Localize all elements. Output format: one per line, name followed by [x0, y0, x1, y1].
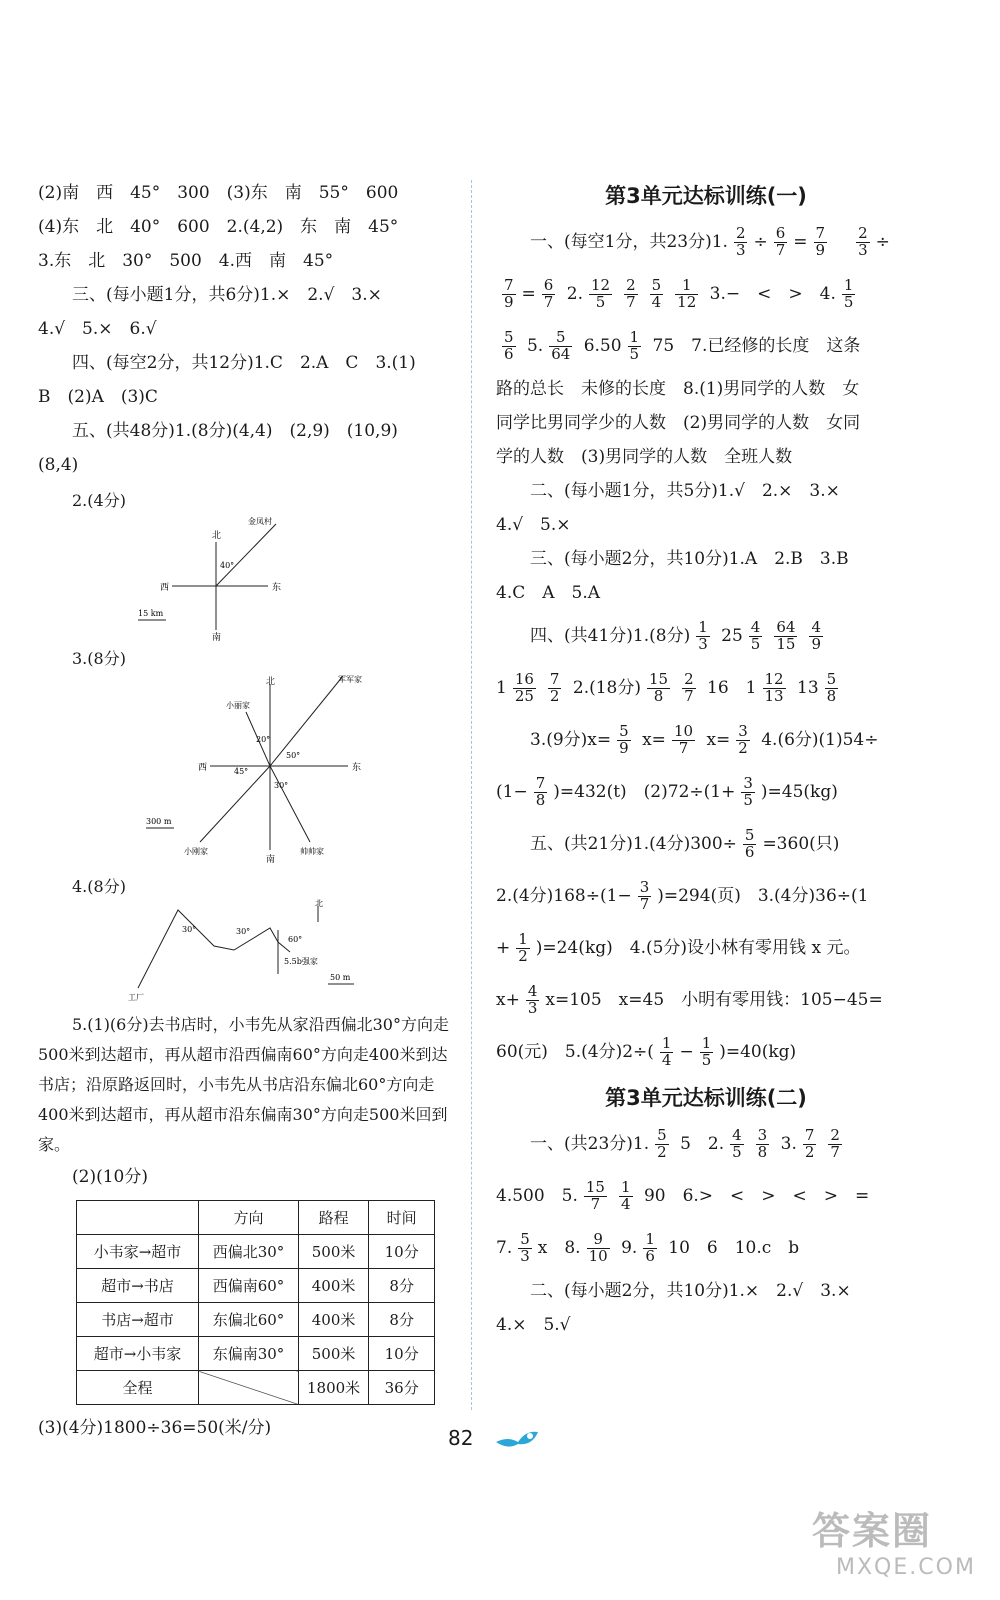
table-header: 时间 [369, 1201, 435, 1235]
answer-line: 四、(共41分)1.(8分) $\frac{1}{3}$ 25 $\frac{4}{5}$ $\frac{64}{15}$ $\frac{4}{9}$ [530, 618, 821, 653]
label-angle: 30° [274, 781, 289, 790]
label-home-b: 军军家 [338, 675, 362, 684]
label-home-c: 小刚家 [184, 847, 208, 856]
table-cell: 东偏北60° [199, 1303, 299, 1337]
answer-line: + $\frac{1}{2}$ )=24(kg) 4.(5分)设小林有零用钱 x 元。 [496, 930, 861, 965]
answer-line: 4.C A 5.A [496, 583, 601, 603]
answer-line: 二、(每小题2分，共10分)1.× 2.√ 3.× [530, 1281, 851, 1301]
scale-label: 300 m [146, 817, 172, 826]
table-cell: 全程 [77, 1371, 199, 1405]
label-angle: 30° [182, 925, 197, 934]
label-east: 东 [272, 583, 282, 593]
answer-line: 7. $\frac{5}{3}$ x 8. $\frac{9}{10}$ 9. $\frac{1}{6}$ 10 6 10.c b [496, 1230, 800, 1265]
page-number: 82 [448, 1426, 474, 1450]
figure-4 [38, 872, 458, 1002]
answer-paragraph: 5.(1)(6分)去书店时，小韦先从家沿西偏北30°方向走500米到达超市，再从超市沿西偏南60°方向走400米到达书店；沿原路返回时，小韦先从书店沿东偏北60°方向走400米到达超市，再从超市沿东偏南30°方向走500米回到家。 [38, 1015, 449, 1154]
table-cell: 36分 [369, 1371, 435, 1405]
answer-line: 一、(每空1分，共23分)1. $\frac{2}{3}$ ÷ $\frac{6}{7}$ = $\frac{7}{9}$ $\frac{2}{3}$ ÷ [530, 224, 890, 259]
watermark: 答案圈 MXQE.COM [812, 1509, 976, 1580]
answer-line: B (2)A (3)C [38, 387, 158, 407]
table-cell: 东偏南30° [199, 1337, 299, 1371]
table-cell: 10分 [369, 1235, 435, 1269]
table-row [77, 1303, 435, 1337]
figure-3 [38, 644, 458, 864]
figure-label: 2.(4分) [72, 491, 126, 510]
answer-line: 60(元) 5.(4分)2÷( $\frac{1}{4}$ − $\frac{1}{5}$ )=40(kg) [496, 1034, 797, 1069]
answer-line: 三、(每小题2分，共10分)1.A 2.B 3.B [530, 549, 849, 569]
answer-line: (4)东 北 40° 600 2.(4,2) 东 南 45° [38, 217, 399, 237]
answer-line: 一、(共23分)1. $\frac{5}{2}$ 5 2. $\frac{4}{5}$ $\frac{3}{8}$ 3. $\frac{7}{2}$ $\frac{2}{7}$ [530, 1126, 840, 1161]
route-table [76, 1200, 435, 1405]
answer-line: (8,4) [38, 455, 79, 475]
answer-line: 2.(4分)168÷(1− $\frac{3}{7}$ )=294(页) 3.(4分)36÷(1 [496, 878, 869, 913]
answer-line: 4.√ 5.× 6.√ [38, 319, 157, 339]
table-cell: 西偏北30° [199, 1235, 299, 1269]
answer-line: 三、(每小题1分，共6分)1.× 2.√ 3.× [72, 285, 382, 305]
section-heading: 第3单元达标训练(一) [605, 184, 807, 208]
answer-line: 3.(9分)x= $\frac{5}{9}$ x= $\frac{10}{7}$ x= $\frac{3}{2}$ 4.(6分)(1)54÷ [530, 722, 879, 757]
answer-line: $\frac{5}{6}$ 5. $\frac{5}{64}$ 6.50 $\frac{1}{5}$ 75 7.已经修的长度 这条 [504, 328, 861, 363]
label-angle: 30° [236, 927, 251, 936]
label-north: 北 [315, 899, 323, 908]
right-column [496, 176, 916, 1342]
table-cell: 500米 [299, 1235, 369, 1269]
table-cell: 超市→小韦家 [77, 1337, 199, 1371]
answer-line: 3.东 北 30° 500 4.西 南 45° [38, 251, 334, 271]
table-cell: 8分 [369, 1303, 435, 1337]
table-header: 路程 [299, 1201, 369, 1235]
label-home-a: 小丽家 [226, 701, 250, 710]
table-cell: 西偏南60° [199, 1269, 299, 1303]
table-cell: 400米 [299, 1269, 369, 1303]
scale-label: 50 m [330, 973, 351, 982]
label-angle: 45° [234, 767, 249, 776]
answer-line: 4.500 5. $\frac{15}{7}$ $\frac{1}{4}$ 90 6.> < > < > = [496, 1178, 870, 1213]
answer-line: (2)南 西 45° 300 (3)东 南 55° 600 [38, 183, 399, 203]
label-home-d: 帅帅家 [300, 847, 324, 856]
label-south: 南 [212, 633, 222, 643]
label-destination: 金凤村 [248, 517, 272, 526]
table-cell: 小韦家→超市 [77, 1235, 199, 1269]
table-header [77, 1201, 199, 1235]
table-cell: 8分 [369, 1269, 435, 1303]
label-angle: 40° [220, 561, 235, 570]
table-row [77, 1269, 435, 1303]
answer-line: x+ $\frac{4}{3}$ x=105 x=45 小明有零用钱：105−45= [496, 982, 883, 1017]
answer-line: (1− $\frac{7}{8}$ )=432(t) (2)72÷(1+ $\frac{3}{5}$ )=45(kg) [496, 774, 838, 809]
compass-diagram-3 [38, 674, 458, 864]
section-heading: 第3单元达标训练(二) [605, 1086, 807, 1110]
figure-label: 3.(8分) [72, 649, 126, 668]
answer-line: 学的人数 (3)男同学的人数 全班人数 [496, 447, 793, 467]
answer-line: 五、(共48分)1.(8分)(4,4) (2,9) (10,9) [72, 421, 398, 441]
answer-line: 4.√ 5.× [496, 515, 571, 535]
route-diagram-4 [38, 899, 458, 1002]
table-row [77, 1235, 435, 1269]
table-cell: 500米 [299, 1337, 369, 1371]
table-cell: 1800米 [299, 1371, 369, 1405]
answer-line: 同学比男同学少的人数 (2)男同学的人数 女同 [496, 413, 861, 433]
table-cell: 超市→书店 [77, 1269, 199, 1303]
table-row-total [77, 1371, 435, 1405]
scale-label: 15 km [138, 609, 164, 618]
label-angle: 60° [288, 935, 303, 944]
label-north: 北 [266, 677, 276, 687]
label-angle: 20° [256, 735, 271, 744]
answer-line: 二、(每小题1分，共5分)1.√ 2.× 3.× [530, 481, 840, 501]
column-divider [471, 180, 472, 1410]
answer-line: (3)(4分)1800÷36=50(米/分) [38, 1418, 272, 1438]
answer-line: 4.× 5.√ [496, 1315, 571, 1335]
figure-2 [38, 486, 458, 643]
label-south: 南 [266, 855, 276, 865]
left-column [38, 176, 458, 1445]
table-header: 方向 [199, 1201, 299, 1235]
table-cell: 400米 [299, 1303, 369, 1337]
table-cell: 10分 [369, 1337, 435, 1371]
answer-line: 五、(共21分)1.(4分)300÷ $\frac{5}{6}$ =360(只) [530, 826, 840, 861]
compass-diagram-2 [38, 516, 458, 643]
label-place: 5.5b强家 [284, 957, 318, 966]
answer-line: 路的总长 未修的长度 8.(1)男同学的人数 女 [496, 379, 860, 399]
answer-line: 1 $\frac{16}{25}$ $\frac{7}{2}$ 2.(18分) $\frac{15}{8}$ $\frac{2}{7}$ 16 1 $\frac{12}{13}$ 13 $\frac{5}{8}$ [496, 670, 837, 705]
answer-line: (2)(10分) [72, 1167, 148, 1187]
table-cell-diagonal [199, 1371, 299, 1405]
figure-label: 4.(8分) [72, 877, 126, 896]
label-west: 西 [160, 583, 170, 593]
answer-line: 四、(每空2分，共12分)1.C 2.A C 3.(1) [72, 353, 416, 373]
label-factory: 工厂 [128, 993, 144, 1002]
label-angle: 50° [286, 751, 301, 760]
leaf-ornament-icon [494, 1424, 540, 1454]
label-west: 西 [198, 763, 208, 773]
table-cell: 书店→超市 [77, 1303, 199, 1337]
label-north: 北 [212, 531, 222, 541]
answer-line: $\frac{7}{9}$ = $\frac{6}{7}$ 2. $\frac{12}{5}$ $\frac{2}{7}$ $\frac{5}{4}$ $\frac{1}{12}$ 3.− < > 4. $\frac{1}{5}$ [504, 276, 854, 311]
table-row [77, 1337, 435, 1371]
label-east: 东 [352, 763, 362, 773]
